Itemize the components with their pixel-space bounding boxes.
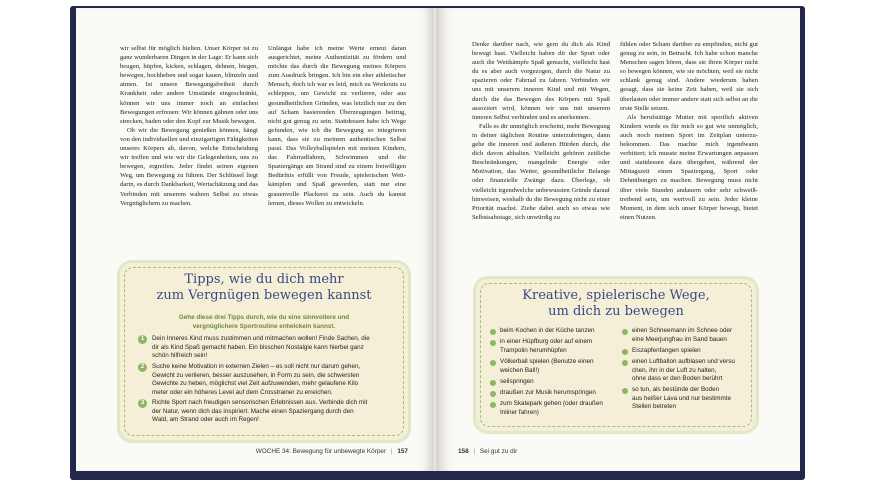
list-line: Trampolin herumhüpfen <box>500 346 567 354</box>
box-title-line-1: Kreative, spielerische Wege, <box>522 288 710 303</box>
list-line: Stellen betreten <box>632 403 677 411</box>
list-line: aus heißer Lava und nur bestimmte <box>632 394 732 402</box>
list-item <box>500 358 618 375</box>
tip-number-3: 3 <box>138 399 147 408</box>
paragraph: wir selbst für möglich hielten. Unser Körper ist zu ganz wunderbaren Dingen in der Lage: Er kann sich beugen, hüpfen, kicken, schlagen, dehnen, biegen, bewegen, hochheben und sogar kauen, blinzeln und atmen. Ist unsere Bewegungsfreiheit durch Krankheit oder andere Umstände eingeschränkt, können wir uns immer noch an einfachen Bewegungen erfreuen: Wir können gähnen oder uns strecken, baden oder den Kopf zur Musik bewegen. <box>120 45 258 125</box>
bullet-icon <box>622 329 628 335</box>
footer-divider: | <box>390 448 393 455</box>
right-column-2 <box>620 40 758 222</box>
bullet-icon <box>490 391 496 397</box>
box-title-line-1: Tipps, wie du dich mehr <box>184 272 344 287</box>
paragraph: fühlen oder Scham darüber zu empfinden, nicht gut genug zu sein, in Betracht. Ich habe schon manche Menschen sagen hören, dass sie ihren Körper nicht so bewegen können, wie sie möchten, weil sie nicht schlank genug sind. Andere wiederum haben gesagt, dass sie keine Zeit haben, weil sie sich überlasten oder immer andere statt sich selbst an die erste Stelle setzen. <box>620 41 758 112</box>
list-item <box>500 327 618 336</box>
list-item <box>500 389 618 398</box>
left-footer <box>256 448 408 455</box>
tips-box <box>120 263 408 440</box>
box-intro-line-2: vergnüglichere Sportroutine entwickeln kannst. <box>192 323 336 330</box>
list-line: seilspringen <box>500 378 534 385</box>
tip-line: Gewichte zu heben, möglichst viel Zeit aufzuwenden, mehr gelaufene Kilo <box>152 380 359 388</box>
bullet-icon <box>622 349 628 355</box>
list-item <box>632 358 750 384</box>
right-footer <box>458 448 517 455</box>
bullet-icon <box>622 360 628 366</box>
tip-line: dir als Kind Spaß gemacht haben. Ein bisschen Nostalgie kann hierbei ganz <box>152 343 364 351</box>
box-title-line-2: zum Vergnügen bewegen kannst <box>156 288 372 303</box>
list-line: einen Luftballon aufblasen und versu <box>632 358 735 365</box>
left-column-2 <box>268 44 406 208</box>
tip-line: der Natur, wenn dich das inspiriert. Mache einen Spaziergang durch den <box>152 407 354 415</box>
list-line: weichen Ball!) <box>500 366 540 374</box>
right-column-1 <box>472 40 610 222</box>
bullet-icon <box>490 402 496 408</box>
list-line: Eiszapfenfangen spielen <box>632 347 701 354</box>
tip-line: meter oder ein höheres Level auf dem Crosstrainer zu erreichen. <box>152 388 333 396</box>
list-line: ohne dass er den Boden berührt <box>632 375 723 383</box>
footer-label: WOCHE 34: Bewegung für unbewegte Körper <box>255 448 387 455</box>
paragraph: Unlängst habe ich meine Werte erneut daran ausgerichtet, meine Authentizität zu fördern und möchte das durch die Bewegung meines Körpers zum Ausdruck bringen. Ich bin ein eher athletischer Mensch, doch ich war es leid, mich zu Workouts zu schleppen, um Gewicht zu verlieren, oder aus gesundheitlichen Gründen, was letztlich nur zu den auf Scham basierenden Überzeugungen beitrug, nicht gut genug zu sein. Stattdessen habe ich Wege gefunden, wie ich die Bewegung so integrieren kann, dass sie zu meinem authentischen Selbst passt. Das Volleyballspielen mit meinen Kindern, das Fahrradfahren, Schwimmen und die Spaziergänge am Strand sind zu einem freiwilligen Bedürfnis erfüllt von Freude, spielerischen Wettkämpfen und Spaß geworden, statt nur eine grauenvolle Plackerei zu sein. Auch du kannst lernen, dieses Wollen zu entwickeln. <box>268 45 406 207</box>
tip-2 <box>152 363 400 397</box>
tip-number-2: 2 <box>138 363 147 372</box>
left-column-1 <box>120 44 258 208</box>
page-number: 157 <box>397 448 408 455</box>
tip-line: Wald, am Strand oder auch im Regen! <box>152 416 259 424</box>
bullet-icon <box>490 360 496 366</box>
list-line: einen Schneemann im Schnee oder <box>632 327 733 334</box>
list-item <box>632 347 750 356</box>
tip-line: schön hilfreich sein! <box>152 352 208 360</box>
list-item <box>500 378 618 387</box>
list-line: in einer Hüpfburg oder auf einem <box>500 338 593 345</box>
bullet-icon <box>490 329 496 335</box>
paragraph: Ob wir die Bewegung genießen können, hängt von den individuellen und einzigartigen Fähigkeiten unseres Körpers ab, davon, welche Entscheidung wir treffen und wie wir die Gelegenheiten, uns zu bewegen, ergreifen. Jeder findet seinen eigenen Weg, um Bewegung zu führen. Der Schlüssel liegt darin, es durch Dankbarkeit, Wertschätzung und das Verbinden mit unserem wahren Selbst zu etwas Vergnüglichem zu machen. <box>120 126 258 207</box>
tip-1 <box>152 335 400 361</box>
list-line: Völkerball spielen (Benutze einen <box>500 358 594 365</box>
footer-divider: | <box>473 448 476 455</box>
list-item <box>500 400 618 417</box>
list-line: eine Meerjungfrau im Sand bauen <box>632 335 727 343</box>
list-item <box>500 338 618 355</box>
list-line: so tun, als bestünde der Boden <box>632 386 720 393</box>
list-line: beim Kochen in der Küche tanzen <box>500 327 595 334</box>
paragraph: Denke darüber nach, wie gern du dich als Kind bewegt hast. Vielleicht haben dir der Sport oder auch die Wettkämpfe Spaß gemacht, vielleicht hast du es aber auch vorgezogen, durch die Natur zu spazieren oder Fahrrad zu fahren. Verbinden wir uns mit unserem inneren Kind und mit Wegen, durch die das Bewegen des Körpers mit Spaß assoziiert wird, können wir uns mit unserem inneren Selbst verbinden und es anerkennen. <box>472 41 610 121</box>
left-page <box>76 8 436 471</box>
tip-line: Dein Inneres Kind muss zustimmen und mitmachen wollen! Finde Sachen, die <box>152 335 370 342</box>
list-item <box>632 386 750 412</box>
tip-line: Suche keine Motivation in externen Zielen – es soll nicht nur darum gehen, <box>152 363 361 370</box>
list-line: draußen zur Musik herumspringen <box>500 389 596 396</box>
bullet-icon <box>490 380 496 386</box>
list-line: Inliner fahren) <box>500 408 539 416</box>
right-page <box>436 8 800 471</box>
footer-label: Sei gut zu dir <box>479 448 518 455</box>
tip-line: Gewicht zu verlieren, besser auszusehen, in Form zu sein, die schwersten <box>152 371 360 379</box>
list-line: chen, ihn in der Luft zu halten, <box>632 366 717 374</box>
bullet-icon <box>622 388 628 394</box>
paragraph: Als berufstätige Mutter mit sportlich aktiven Kindern wurde es für mich so gut wie unmöglich, auch noch meinen Sport im Zeitplan unterzubekommen. Das machte mich irgendwann verbittert; ich musste meine Erwartungen anpassen und stattdessen dazu übergehen, während der Mittagszeit einen Spaziergang, Sport oder Dehnübungen zu machen. Bewegung muss nicht über viele Stunden andauern oder sehr schweißtreibend sein, um wertvoll zu sein. Jeder kleine Moment, in dem sich unser Körper bewegt, bietet einen Nutzen. <box>620 113 758 221</box>
tip-number-1: 1 <box>138 335 147 344</box>
ideas-box <box>476 279 756 431</box>
tip-3 <box>152 399 400 425</box>
list-line: zum Skatepark gehen (oder draußen <box>500 400 603 407</box>
box-title-line-2: um dich zu bewegen <box>548 304 684 319</box>
page-number: 158 <box>458 448 469 455</box>
list-item <box>632 327 750 344</box>
paragraph: Falls es dir unmöglich erscheint, mehr Bewegung in deiner täglichen Routine unterzubringen, dann gehe die inneren und äußeren Hürden durch, die dich davon abhalten. Vielleicht gehören zeitliche Beschränkungen, mangelnde Energie oder Motivation, das Wetter, gesundheitliche Belange oder finanzielle Zwänge dazu. Überlege, ob vielleicht irgendwelche unbewussten Gründe darauf hinweisen, weshalb du die Bewegung nicht zu einer Priorität machst. Ziehe dabei auch so etwas wie Selbstsabotage, sich unwürdig zu <box>472 122 610 221</box>
box-intro-line-1: Gehe diese drei Tipps durch, wie du eine sinnvollere und <box>178 314 350 321</box>
tip-line: Richte Sport nach freudigen sensorischen Erlebnissen aus. Verbinde dich mit <box>152 399 368 406</box>
bullet-icon <box>490 340 496 346</box>
